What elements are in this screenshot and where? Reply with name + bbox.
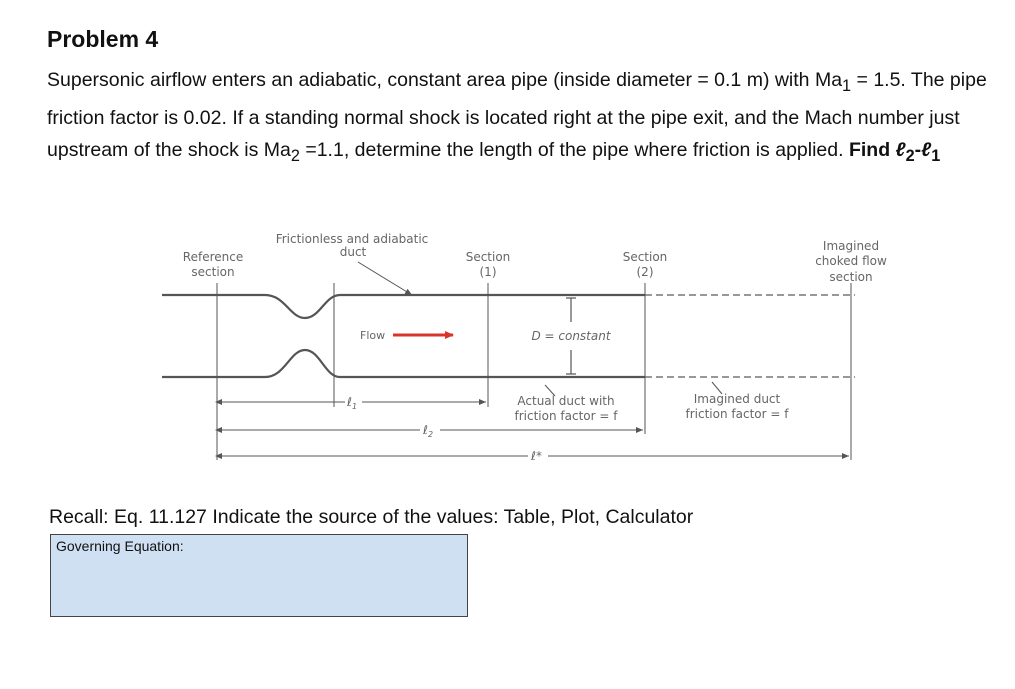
problem-text-1: Supersonic airflow enters an adiabatic, constant area pipe (inside diameter = 0.1 m) with Ma <box>47 69 843 91</box>
leader-lines <box>358 262 722 396</box>
find-expression: ℓ$_2$-ℓ$_1$ <box>895 138 941 165</box>
frictionless-label-1: Frictionless and adiabatic <box>275 232 429 246</box>
imagined-label-3: section <box>829 270 873 284</box>
duct-walls <box>162 295 645 377</box>
problem-text-3: =1.1, determine the length of the pipe where friction is applied. <box>299 138 849 161</box>
problem-statement <box>47 64 987 172</box>
imagined-label-1: Imagined <box>822 239 880 253</box>
diameter-indicator <box>566 298 576 374</box>
flow-label: Flow <box>360 329 386 342</box>
imagined-label-2: choked flow <box>815 254 887 268</box>
frictionless-label-2: duct <box>339 245 367 259</box>
imagined-duct-label-1: Imagined duct <box>693 392 781 406</box>
reference-label-1: Reference <box>182 250 244 264</box>
section2-label-2: (2) <box>636 265 654 279</box>
governing-equation-box[interactable] <box>50 534 468 617</box>
lstar-label: ℓ* <box>531 449 542 463</box>
section1-label-1: Section <box>465 250 511 264</box>
l2-label: ℓ$_2$ <box>423 423 434 439</box>
section1-label-2: (1) <box>479 265 497 279</box>
problem-title: Problem 4 <box>47 26 159 52</box>
imagined-duct-label-2: friction factor = f <box>685 407 789 421</box>
governing-equation-label: Governing Equation: <box>56 538 184 554</box>
find-label: Find <box>848 138 896 161</box>
recall-text: Recall: Eq. 11.127 Indicate the source of the values: Table, Plot, Calculator <box>49 506 694 528</box>
problem-sub-1: 1 <box>842 76 852 95</box>
actual-duct-label-1: Actual duct with <box>517 394 615 408</box>
reference-label-2: section <box>191 265 235 279</box>
section-lines <box>217 283 851 460</box>
l1-label: ℓ$_1$ <box>347 395 358 411</box>
problem-sub-2: 2 <box>290 146 300 165</box>
d-constant-label: D = constant <box>531 329 611 343</box>
actual-duct-label-2: friction factor = f <box>514 409 618 423</box>
dimension-lines <box>221 402 849 456</box>
imagined-duct-extension <box>645 295 855 377</box>
section2-label-1: Section <box>622 250 668 264</box>
problem-text-2: = 1.5. The pipe friction factor is 0.02. If a standing normal shock is located right at the pipe exit, and the Mach number just upstream of the shock is Ma <box>47 69 987 161</box>
